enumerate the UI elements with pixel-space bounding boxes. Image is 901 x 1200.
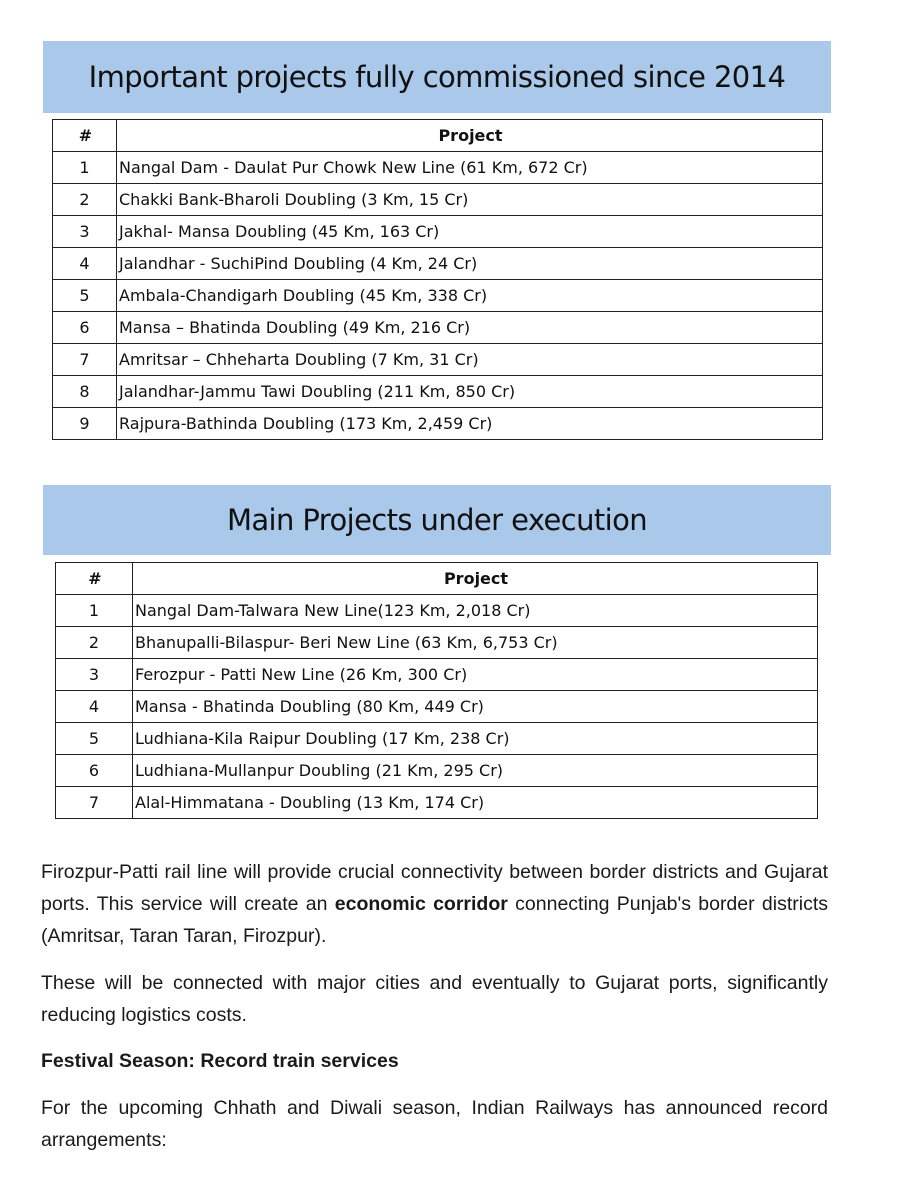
- row-number: 9: [53, 408, 117, 440]
- row-number: 1: [53, 152, 117, 184]
- execution-projects-rows: [56, 595, 818, 819]
- column-header-project: Project: [117, 120, 823, 152]
- project-name: Rajpura-Bathinda Doubling (173 Km, 2,459 Cr): [117, 408, 823, 440]
- project-name: Ludhiana-Kila Raipur Doubling (17 Km, 238 Cr): [133, 723, 818, 755]
- row-number: 1: [56, 595, 133, 627]
- row-number: 6: [53, 312, 117, 344]
- column-header-number: #: [56, 563, 133, 595]
- paragraph-text: connecting Punjab's border districts (Amritsar, Taran Taran, Firozpur).: [41, 893, 829, 947]
- row-number: 6: [56, 755, 133, 787]
- commissioned-projects-table: [52, 119, 823, 440]
- table-row: [56, 595, 818, 627]
- table-row: [53, 280, 823, 312]
- commissioned-projects-rows: [53, 152, 823, 440]
- table-header-row: [53, 120, 823, 152]
- table-row: [53, 216, 823, 248]
- execution-projects-banner: [43, 485, 831, 555]
- festival-season-heading: Festival Season: Record train services: [41, 1050, 399, 1072]
- table-row: [56, 755, 818, 787]
- row-number: 4: [53, 248, 117, 280]
- execution-projects-title: Main Projects under execution: [226, 503, 648, 537]
- table-row: [53, 376, 823, 408]
- execution-projects-table: [55, 562, 818, 819]
- table-row: [56, 723, 818, 755]
- project-name: Mansa – Bhatinda Doubling (49 Km, 216 Cr): [117, 312, 823, 344]
- table-row: [53, 344, 823, 376]
- table-row: [56, 659, 818, 691]
- table-row: [56, 787, 818, 819]
- project-name: Jalandhar - SuchiPind Doubling (4 Km, 24 Cr): [117, 248, 823, 280]
- table-row: [56, 691, 818, 723]
- row-number: 7: [56, 787, 133, 819]
- project-name: Ferozpur - Patti New Line (26 Km, 300 Cr): [133, 659, 818, 691]
- project-name: Nangal Dam-Talwara New Line(123 Km, 2,018 Cr): [133, 595, 818, 627]
- table-row: [56, 627, 818, 659]
- table-row: [53, 312, 823, 344]
- row-number: 4: [56, 691, 133, 723]
- firozpur-patti-paragraph: [41, 856, 828, 952]
- paragraph-text: Firozpur-Patti rail line will provide crucial connectivity between border districts and Gujarat ports. This service will create an: [41, 861, 828, 915]
- project-name: Ambala-Chandigarh Doubling (45 Km, 338 Cr): [117, 280, 823, 312]
- project-name: Mansa - Bhatinda Doubling (80 Km, 449 Cr): [133, 691, 818, 723]
- row-number: 3: [56, 659, 133, 691]
- economic-corridor-emphasis: economic corridor: [334, 893, 508, 915]
- logistics-paragraph: These will be connected with major cities and eventually to Gujarat ports, significantly reducing logistics costs.: [41, 972, 828, 1026]
- row-number: 8: [53, 376, 117, 408]
- row-number: 3: [53, 216, 117, 248]
- row-number: 5: [53, 280, 117, 312]
- row-number: 2: [53, 184, 117, 216]
- project-name: Nangal Dam - Daulat Pur Chowk New Line (61 Km, 672 Cr): [117, 152, 823, 184]
- project-name: Jalandhar-Jammu Tawi Doubling (211 Km, 850 Cr): [117, 376, 823, 408]
- table-header-row: [56, 563, 818, 595]
- commissioned-projects-title: Important projects fully commissioned since 2014: [88, 60, 786, 94]
- column-header-number: #: [53, 120, 117, 152]
- column-header-project: Project: [133, 563, 818, 595]
- row-number: 5: [56, 723, 133, 755]
- chhath-diwali-paragraph: For the upcoming Chhath and Diwali season, Indian Railways has announced record arrangements:: [41, 1097, 828, 1151]
- project-name: Bhanupalli-Bilaspur- Beri New Line (63 Km, 6,753 Cr): [133, 627, 818, 659]
- project-name: Alal-Himmatana - Doubling (13 Km, 174 Cr): [133, 787, 818, 819]
- row-number: 7: [53, 344, 117, 376]
- project-name: Chakki Bank-Bharoli Doubling (3 Km, 15 Cr): [117, 184, 823, 216]
- table-row: [53, 184, 823, 216]
- project-name: Jakhal- Mansa Doubling (45 Km, 163 Cr): [117, 216, 823, 248]
- table-row: [53, 248, 823, 280]
- commissioned-projects-banner: [43, 41, 831, 113]
- table-row: [53, 408, 823, 440]
- row-number: 2: [56, 627, 133, 659]
- project-name: Amritsar – Chheharta Doubling (7 Km, 31 Cr): [117, 344, 823, 376]
- project-name: Ludhiana-Mullanpur Doubling (21 Km, 295 Cr): [133, 755, 818, 787]
- table-row: [53, 152, 823, 184]
